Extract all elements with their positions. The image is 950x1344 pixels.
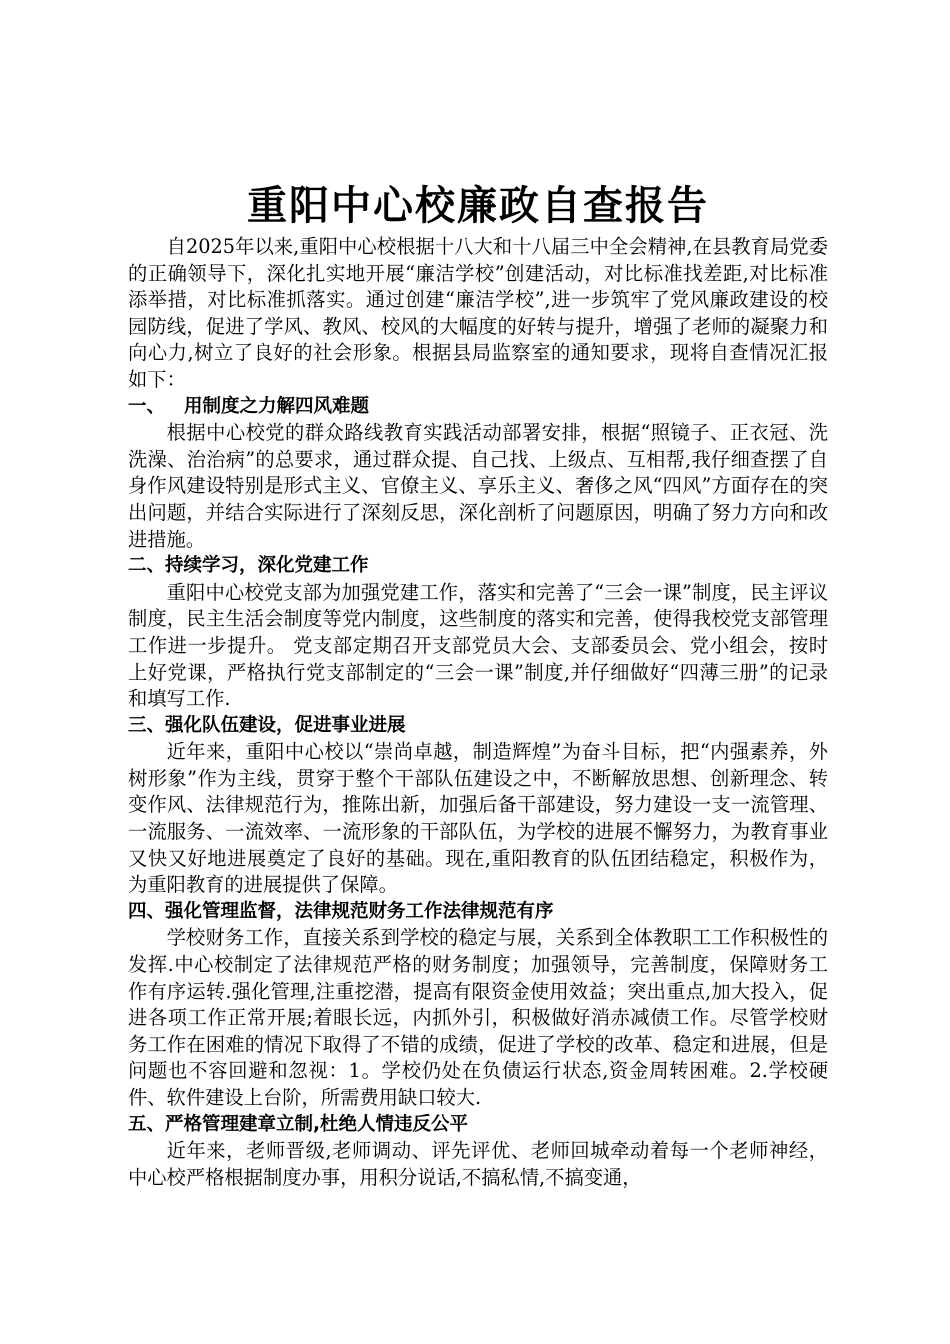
section-number: 二、 (128, 555, 166, 577)
section-title: 用制度之力解四风难题 (184, 395, 370, 417)
section-number: 四、 (128, 900, 166, 922)
section-body-4: 学校财务工作，直接关系到学校的稳定与展，关系到全体教职工工作积极性的发挥.中心校制定了法律规范严格的财务制度；加强领导，完善制度，保障财务工作有序运转.强化管理,注重挖潜，提高有限资金使用效益；突出重点,加大投入，促进各项工作正常开展;着眼长远，内抓外引，积极做好消赤减债工作。尽管学校财务工作在困难的情况下取得了不错的成绩，促进了学校的改革、稳定和进展，但是问题也不容回避和忽视：1。学校仍处在负债运行状态,资金周转困难。2.学校硬件、软件建设上台阶，所需费用缺口较大. (128, 926, 828, 1109)
section-body-3: 近年来，重阳中心校以“崇尚卓越，制造辉煌”为奋斗目标，把“内强素养，外树形象”作为主线，贯穿于整个干部队伍建设之中，不断解放思想、创新理念、转变作风、法律规范行为，推陈出新，加强后备干部建设，努力建设一支一流管理、一流服务、一流效率、一流形象的干部队伍，为学校的进展不懈努力，为教育事业又快又好地进展奠定了良好的基础。现在,重阳教育的队伍团结稳定，积极作为，为重阳教育的进展提供了保障。 (128, 740, 828, 897)
section-number: 一、 (128, 395, 166, 417)
section-title: 强化队伍建设，促进事业进展 (165, 714, 406, 736)
section-body-2: 重阳中心校党支部为加强党建工作，落实和完善了“三会一课”制度，民主评议制度，民主生活会制度等党内制度，这些制度的落实和完善，使得我校党支部管理工作进一步提升。 党支部定期召开支部党员大会、支部委员会、党小组会，按时上好党课，严格执行党支部制定的“三会一课”制度,并仔细做好“四薄三册”的记录和填写工作. (128, 580, 828, 711)
section-heading-1 (128, 394, 828, 421)
section-number: 五、 (128, 1113, 166, 1135)
section-heading-3 (128, 713, 828, 740)
document-page (128, 178, 828, 1191)
document-title: 重阳中心校廉政自查报告 (247, 183, 709, 229)
section-title: 严格管理建章立制,杜绝人情违反公平 (165, 1113, 469, 1135)
section-body-1: 根据中心校党的群众路线教育实践活动部署安排，根据“照镜子、正衣冠、洗洗澡、治治病”的总要求，通过群众提、自己找、上级点、互相帮,我仔细查摆了自身作风建设特别是形式主义、官僚主义、享乐主义、奢侈之风“四风”方面存在的突出问题，并结合实际进行了深刻反思，深化剖析了问题原因，明确了努力方向和改进措施。 (128, 421, 828, 551)
section-body-5: 近年来，老师晋级,老师调动、评先评优、老师回城牵动着每一个老师神经，中心校严格根据制度办事，用积分说话,不搞私情,不搞变通， (128, 1139, 828, 1189)
section-title: 持续学习，深化党建工作 (165, 555, 369, 577)
section-heading-4 (128, 899, 828, 926)
section-heading-5 (128, 1112, 828, 1139)
section-title: 强化管理监督，法律规范财务工作法律规范有序 (165, 900, 554, 922)
section-number: 三、 (128, 714, 166, 736)
intro-paragraph: 自2025年以来,重阳中心校根据十八大和十八届三中全会精神,在县教育局党委的正确领导下，深化扎实地开展“廉洁学校”创建活动，对比标准找差距,对比标准添举措，对比标准抓落实。通过创建“廉洁学校”,进一步筑牢了党风廉政建设的校园防线，促进了学风、教风、校风的大幅度的好转与提升，增强了老师的凝聚力和向心力,树立了良好的社会形象。根据县局监察室的通知要求，现将自查情况汇报如下： (128, 235, 828, 391)
section-heading-2 (128, 553, 828, 580)
